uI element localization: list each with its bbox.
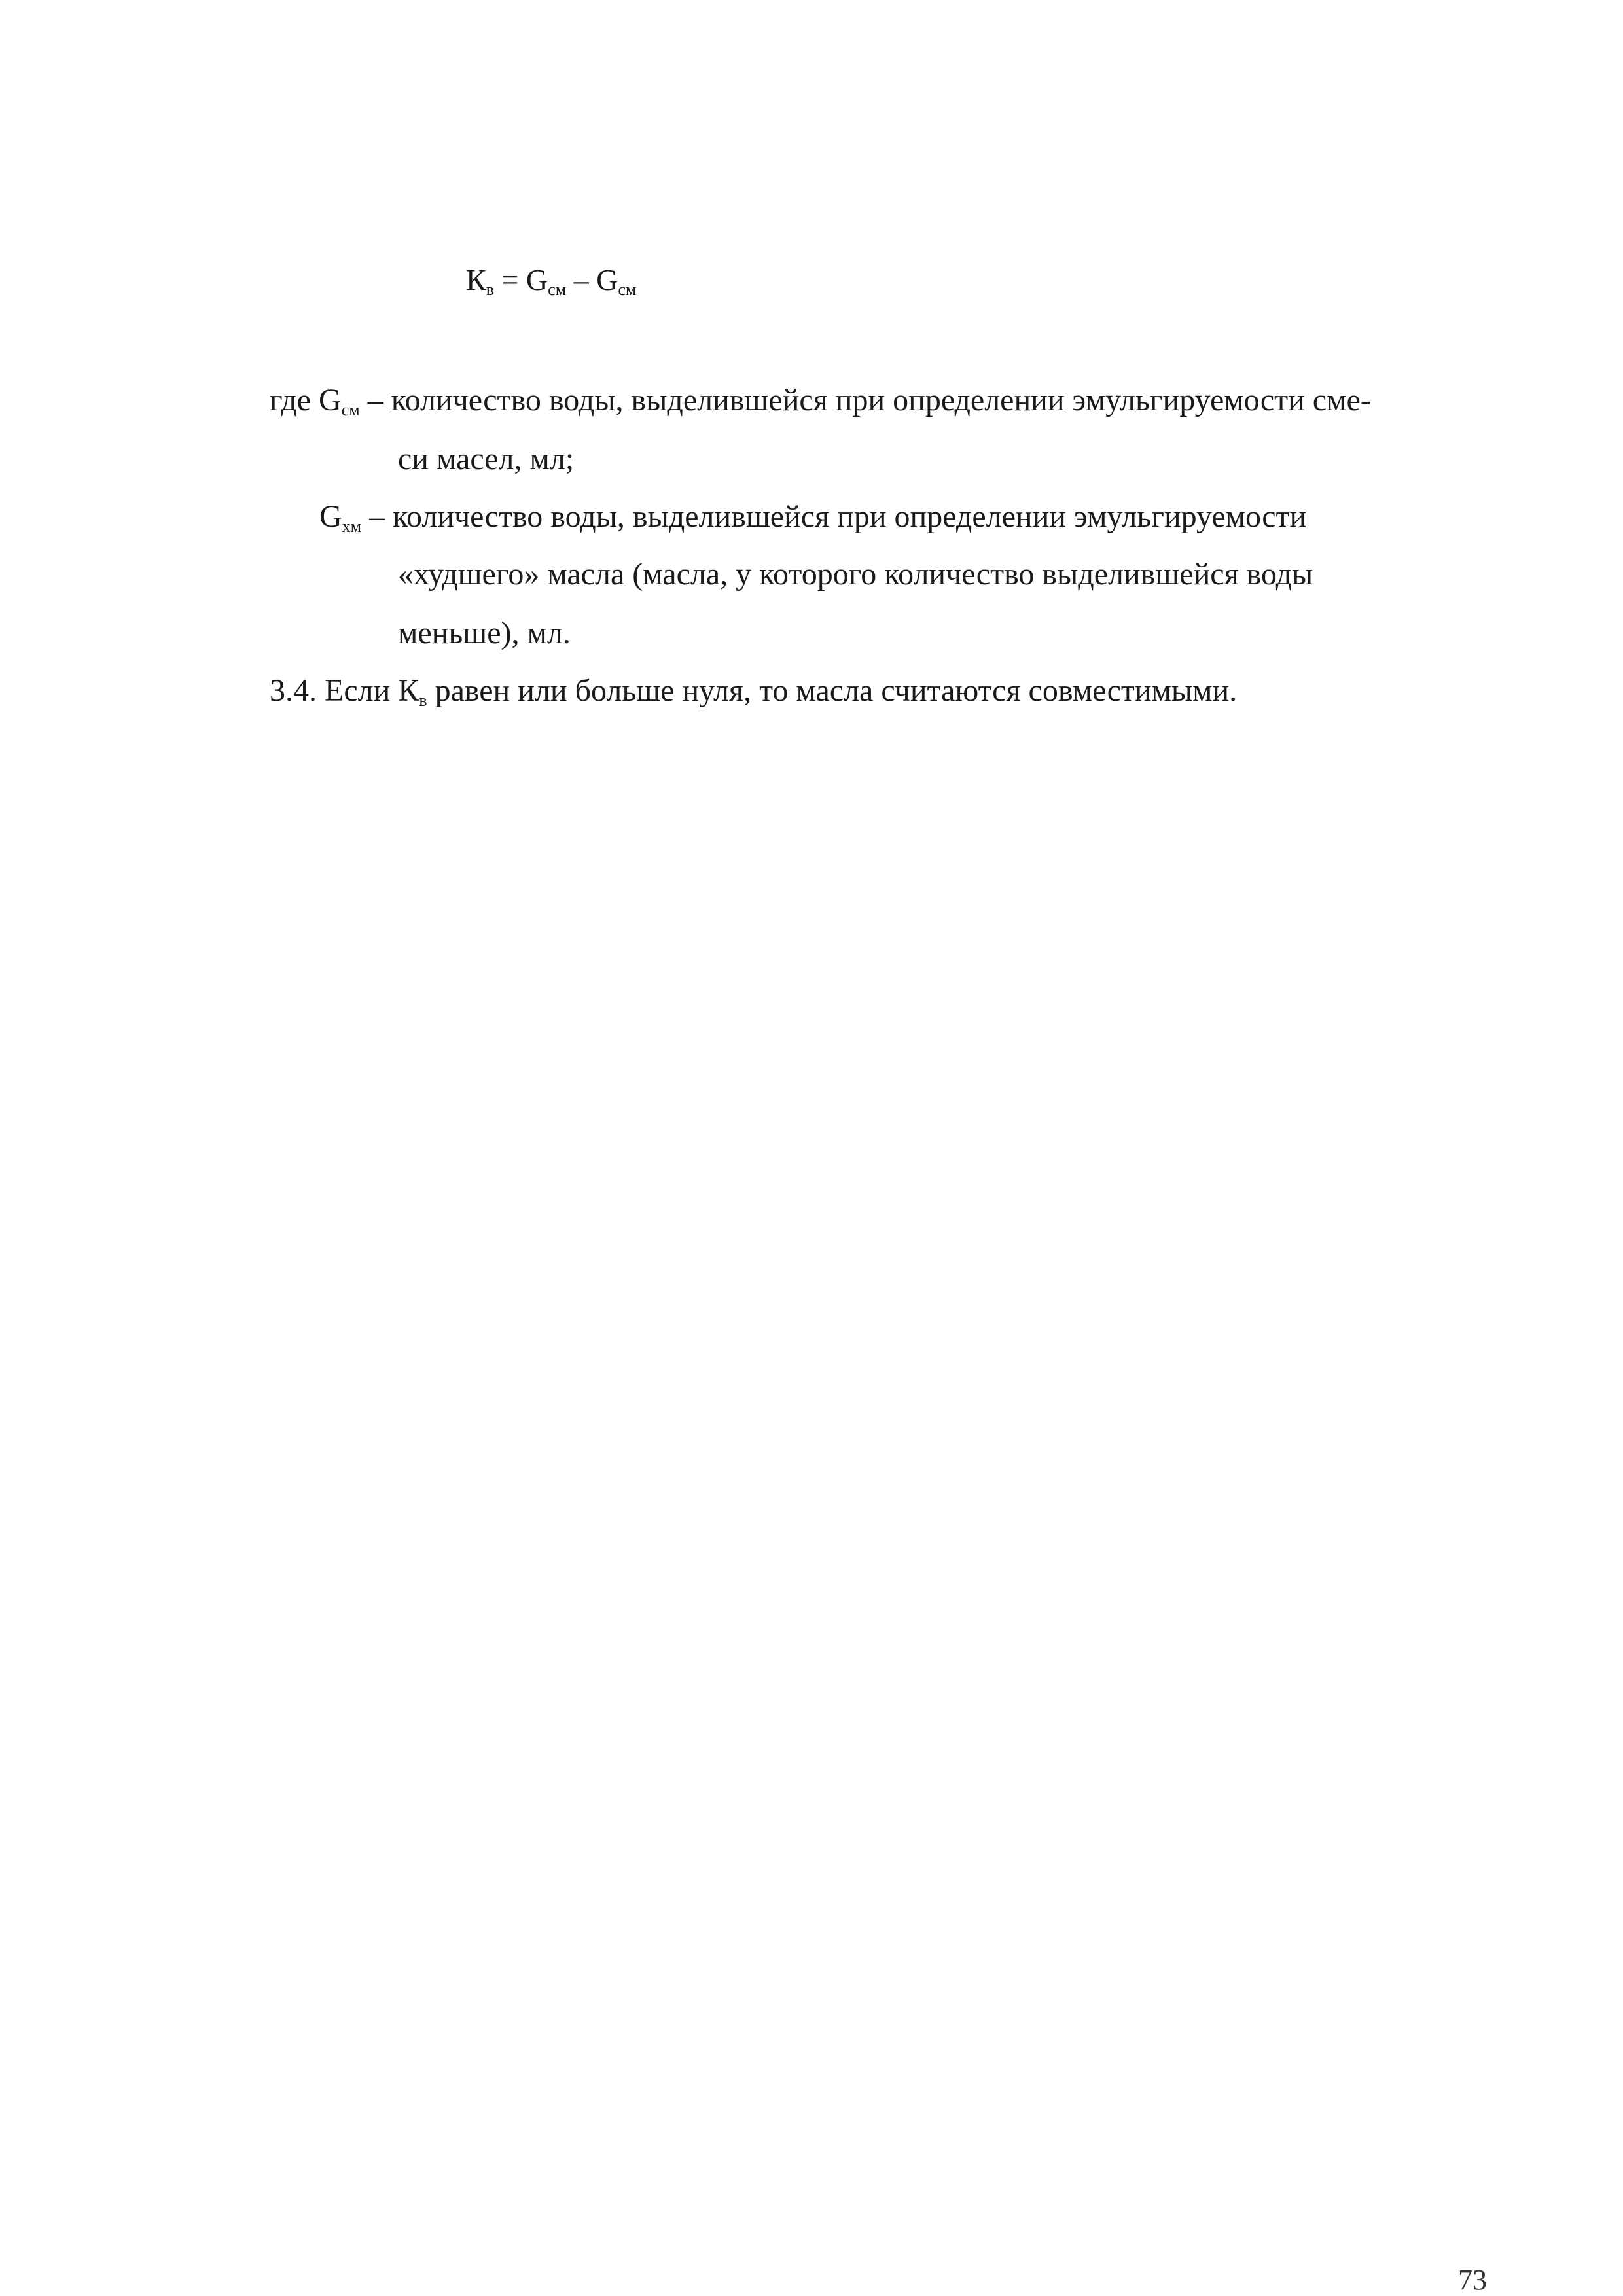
formula-equals: = [493,263,526,296]
definition-2-line-3: меньше), мл. [398,616,571,650]
definition-1-line-1 [270,381,1371,420]
formula [466,260,636,300]
formula-term1-subscript: см [548,280,567,299]
definition-prefix: где [270,383,319,417]
definition-2-symbol-subscript: хм [342,517,362,536]
definition-1-text: – количество воды, выделившейся при определении эмульгируемости сме- [359,383,1371,417]
definition-2-line-1 [319,497,1306,537]
clause-part-2: равен или больше нуля, то масла считаются совместимыми. [427,673,1238,708]
definition-1-symbol: G [319,383,342,417]
formula-term2: G [596,263,618,296]
clause-part-1: 3.4. Если К [270,673,419,708]
definition-1-symbol-subscript: см [341,400,360,419]
clause-subscript: в [419,691,427,710]
page-number: 73 [1458,2264,1487,2296]
definition-1-line-2: си масел, мл; [398,442,575,476]
definition-2-line-2: «худшего» масла (масла, у которого количество выделившейся воды [398,557,1313,592]
formula-term2-subscript: см [618,280,637,299]
definition-2-symbol: G [319,499,342,534]
clause-3-4 [270,671,1237,711]
formula-lhs-subscript: в [486,280,494,299]
formula-minus: – [566,263,597,296]
formula-term1: G [526,263,548,296]
formula-lhs: К [466,263,486,296]
definition-2-text: – количество воды, выделившейся при определении эмульгируемости [361,499,1307,534]
